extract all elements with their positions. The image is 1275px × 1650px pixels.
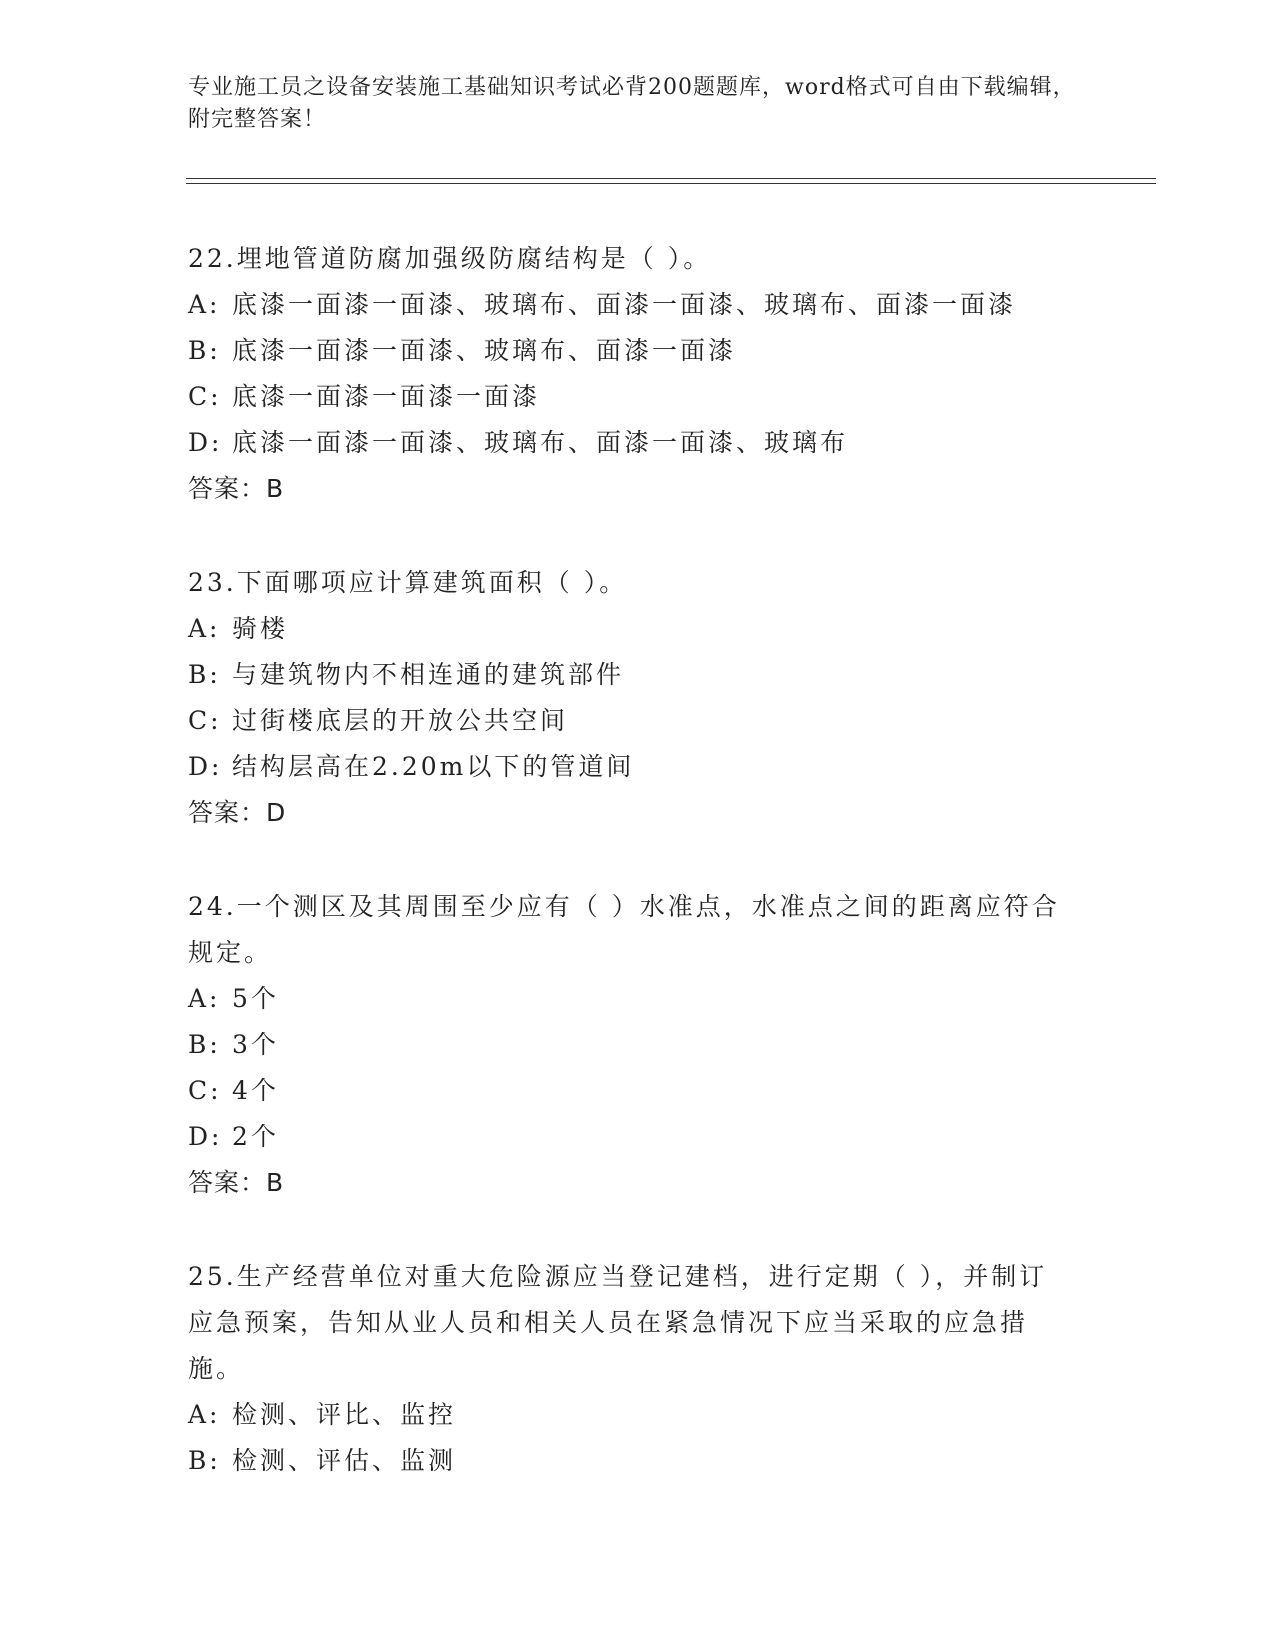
option-text: 底漆一面漆一面漆、玻璃布、面漆一面漆、玻璃布	[232, 428, 849, 457]
document-header	[188, 72, 1088, 136]
option-letter: B:	[188, 1030, 221, 1059]
option-a	[188, 1392, 1068, 1438]
option-text: 3个	[232, 1030, 279, 1059]
question-stem: 25.生产经营单位对重大危险源应当登记建档，进行定期（ ），并制订应急预案，告知从业人员和相关人员在紧急情况下应当采取的应急措施。	[188, 1262, 1048, 1383]
option-d	[188, 420, 1068, 466]
option-letter: C:	[188, 382, 222, 411]
option-text: 4个	[232, 1076, 279, 1105]
option-letter: A:	[188, 290, 221, 319]
option-text: 检测、评估、监测	[232, 1446, 457, 1475]
header-divider-top	[186, 178, 1156, 179]
answer-line: 答案：D	[188, 798, 287, 827]
option-text: 2个	[232, 1122, 279, 1151]
option-letter: D:	[188, 1122, 223, 1151]
option-d	[188, 744, 1068, 790]
option-b	[188, 328, 1068, 374]
question-stem: 23.下面哪项应计算建筑面积（ ）。	[188, 568, 628, 597]
option-text: 结构层高在2.20m以下的管道间	[232, 752, 635, 781]
option-letter: D:	[188, 428, 223, 457]
option-a	[188, 282, 1068, 328]
option-letter: B:	[188, 1446, 221, 1475]
option-letter: A:	[188, 984, 221, 1013]
question-stem: 24.一个测区及其周围至少应有（ ）水准点，水准点之间的距离应符合规定。	[188, 892, 1060, 967]
option-text: 骑楼	[232, 614, 289, 643]
header-title: 专业施工员之设备安装施工基础知识考试必背200题题库，word格式可自由下载编辑，附完整答案！	[188, 75, 1076, 132]
option-a	[188, 976, 1068, 1022]
answer-line: 答案：B	[188, 1168, 285, 1197]
option-d	[188, 1114, 1068, 1160]
option-text: 底漆一面漆一面漆、玻璃布、面漆一面漆	[232, 336, 737, 365]
answer-line: 答案：B	[188, 474, 285, 503]
question-24	[188, 884, 1068, 1206]
option-text: 底漆一面漆一面漆一面漆	[232, 382, 541, 411]
option-text: 与建筑物内不相连通的建筑部件	[232, 660, 625, 689]
option-letter: D:	[188, 752, 223, 781]
option-letter: B:	[188, 336, 221, 365]
option-text: 底漆一面漆一面漆、玻璃布、面漆一面漆、玻璃布、面漆一面漆	[232, 290, 1017, 319]
question-25	[188, 1254, 1068, 1484]
option-c	[188, 698, 1068, 744]
question-22	[188, 236, 1068, 512]
option-letter: A:	[188, 1400, 221, 1429]
option-text: 检测、评比、监控	[232, 1400, 457, 1429]
option-text: 过街楼底层的开放公共空间	[232, 706, 569, 735]
option-b	[188, 652, 1068, 698]
option-letter: B:	[188, 660, 221, 689]
option-letter: C:	[188, 1076, 222, 1105]
question-23	[188, 560, 1068, 836]
option-letter: C:	[188, 706, 222, 735]
option-a	[188, 606, 1068, 652]
option-text: 5个	[232, 984, 279, 1013]
option-b	[188, 1022, 1068, 1068]
question-list	[188, 236, 1068, 1532]
option-letter: A:	[188, 614, 221, 643]
question-stem: 22.埋地管道防腐加强级防腐结构是（ ）。	[188, 244, 712, 273]
header-divider-bottom	[186, 183, 1156, 184]
option-c	[188, 1068, 1068, 1114]
option-b	[188, 1438, 1068, 1484]
option-c	[188, 374, 1068, 420]
